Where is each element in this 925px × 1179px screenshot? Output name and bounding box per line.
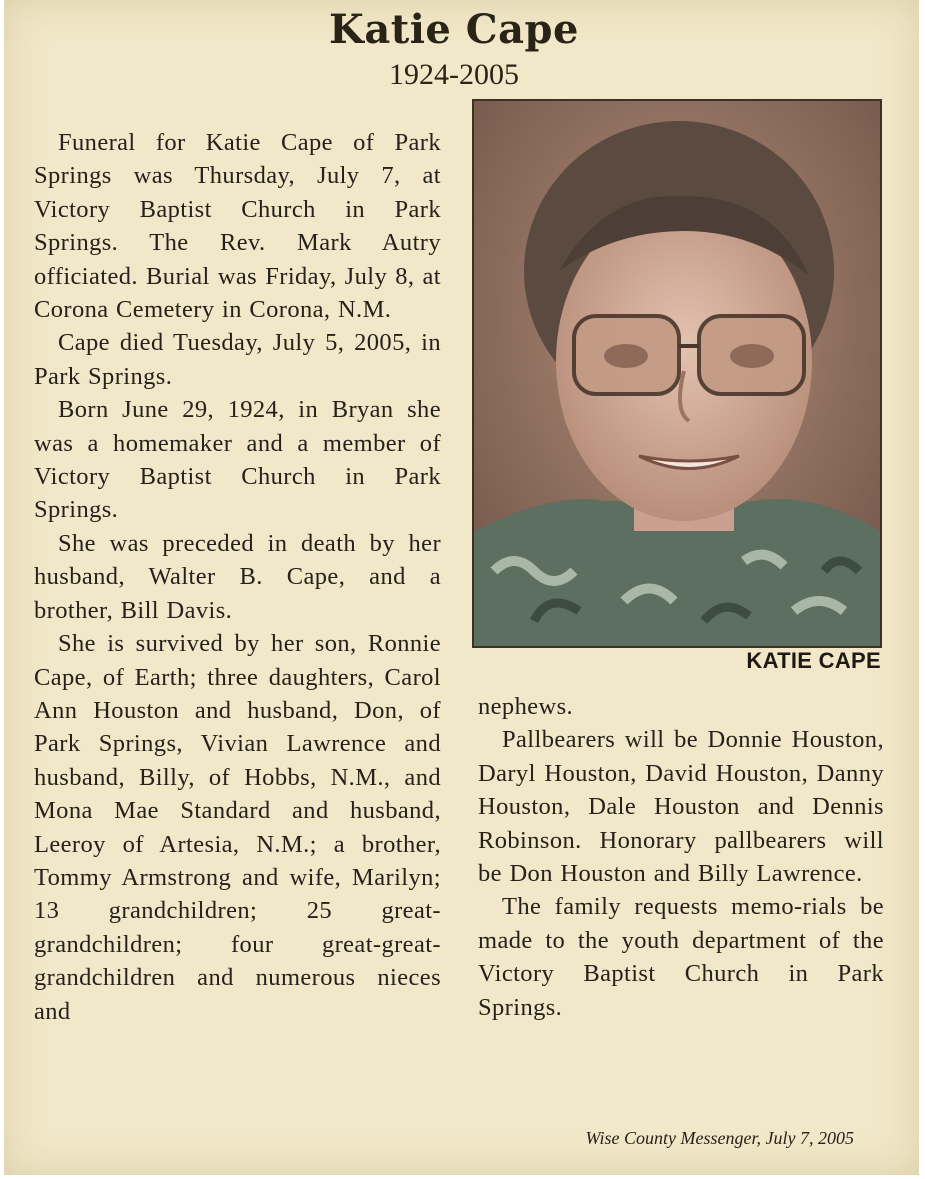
paragraph-death: Cape died Tuesday, July 5, 2005, in Park Springs. (34, 329, 441, 390)
paragraph-birth: Born June 29, 1924, in Bryan she was a homemaker and a member of Victory Baptist Church in Park Springs. (34, 396, 441, 524)
paragraph-survivors: She is survived by her son, Ronnie Cape, of Earth; three daughters, Carol Ann Houston and husband, Don, of Park Springs, Vivian Lawrence and husband, Billy, of Hobbs, N.M., and Mona Mae Standard and husband, Leeroy of Artesia, N.M.; a brother, Tommy Armstrong and wife, Marilyn; 13 grandchildren; 25 great-grandchildren; four great-great-grandchildren and numerous nieces and (34, 630, 441, 1025)
paragraph-continued: nephews. (478, 693, 574, 720)
paragraph-preceded: She was preceded in death by her husband, Walter B. Cape, and a brother, Bill Davis. (34, 529, 441, 624)
paragraph-memorials: The family requests memo-rials be made to the youth department of the Victory Baptist Church in Park Springs. (478, 893, 884, 1021)
obituary-headline: Katie Cape (329, 6, 579, 53)
photo-caption: KATIE CAPE (746, 648, 881, 673)
obituary-years: 1924-2005 (389, 58, 519, 91)
paragraph-pallbearers: Pallbearers will be Donnie Houston, Daryl Houston, David Houston, Danny Houston, Dale Houston and Dennis Robinson. Honorary pallbearers will be Don Houston and Billy Lawrence. (478, 726, 884, 888)
paragraph-funeral: Funeral for Katie Cape of Park Springs was Thursday, July 7, at Victory Baptist Church in Park Springs. The Rev. Mark Autry officiated. Burial was Friday, July 8, at Corona Cemetery in Corona, N.M. (34, 129, 441, 324)
obituary-right-column (478, 690, 884, 1024)
newspaper-clipping (4, 0, 919, 1175)
portrait-photo (472, 99, 882, 648)
publication-credit: Wise County Messenger, July 7, 2005 (585, 1128, 854, 1148)
obituary-left-column (34, 126, 441, 1028)
portrait-image (474, 101, 880, 646)
